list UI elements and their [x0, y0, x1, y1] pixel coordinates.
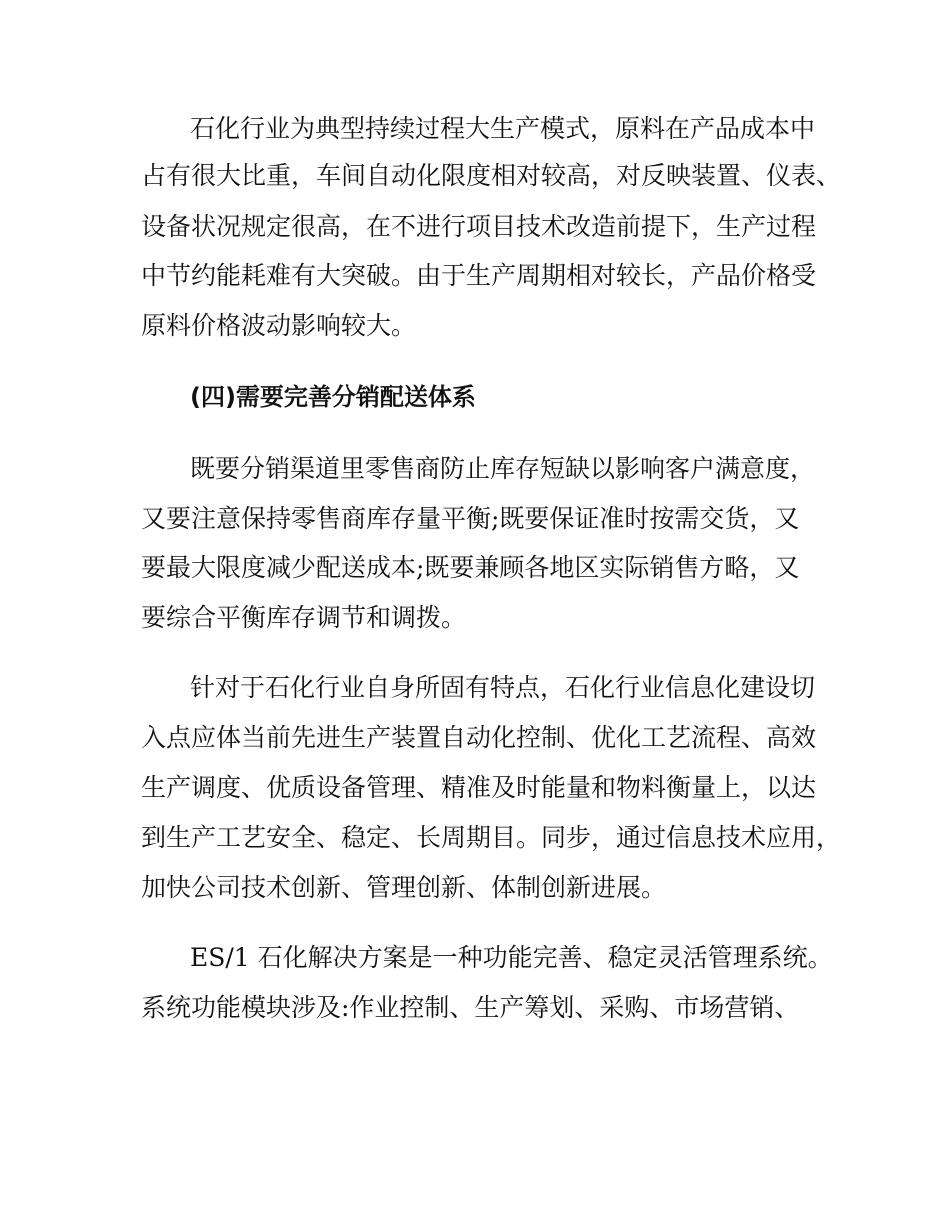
text-line: 入点应体当前先进生产装置自动化控制、优化工艺流程、高效 — [141, 723, 817, 752]
text-line: 又要注意保持零售商库存量平衡;既要保证准时按需交货，又 — [141, 504, 800, 533]
text-line: 原料价格波动影响较大。 — [141, 311, 417, 340]
text-line: 占有很大比重，车间自动化限度相对较高，对反映装置、仪表、 — [141, 161, 842, 190]
text-line: 加快公司技术创新、管理创新、体制创新进展。 — [141, 873, 667, 902]
text-line: 到生产工艺安全、稳定、长周期目。同步，通过信息技术应用， — [141, 823, 842, 852]
text-line: 要最大限度减少配送成本;既要兼顾各地区实际销售方略，又 — [141, 553, 800, 582]
text-line: 针对于石化行业自身所固有特点，石化行业信息化建设切 — [190, 673, 816, 702]
text-line: 生产调度、优质设备管理、精准及时能量和物料衡量上，以达 — [141, 773, 817, 802]
text-line: 石化行业为典型持续过程大生产模式，原料在产品成本中 — [190, 114, 816, 143]
text-line: ES/1 石化解决方案是一种功能完善、稳定灵活管理系统。 — [190, 943, 833, 972]
text-line: 系统功能模块涉及:作业控制、生产筹划、采购、市场营销、 — [141, 993, 800, 1022]
text-line: 要综合平衡库存调节和调拨。 — [141, 603, 467, 632]
section-heading: (四)需要完善分销配送体系 — [190, 383, 476, 411]
text-line: 中节约能耗难有大突破。由于生产周期相对较长，产品价格受 — [141, 261, 817, 290]
text-line: 设备状况规定很高，在不进行项目技术改造前提下，生产过程 — [141, 212, 817, 241]
text-line: 既要分销渠道里零售商防止库存短缺以影响客户满意度， — [190, 454, 816, 483]
